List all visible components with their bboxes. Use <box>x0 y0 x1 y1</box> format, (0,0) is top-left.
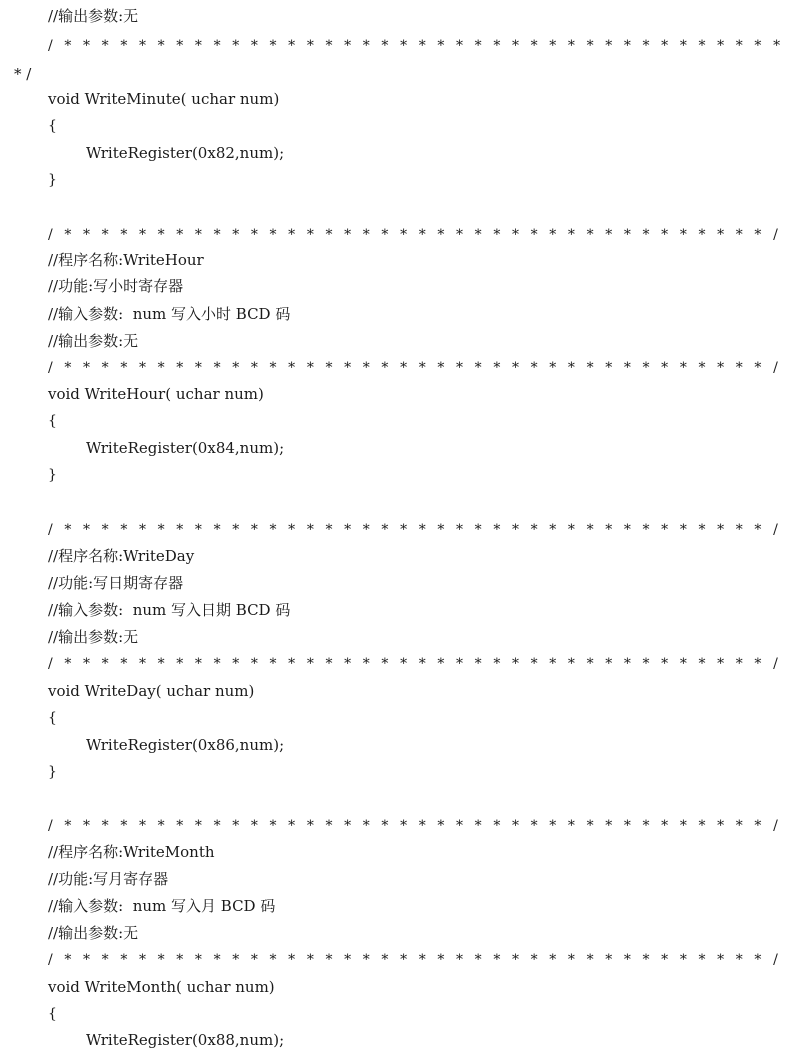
code-statement: WriteRegister(0x86,num); <box>86 736 285 754</box>
open-brace: { <box>48 118 57 134</box>
comment-divider: / * * * * * * * * * * * * * * * * * * * * * * * * * * * * * * * * * * * * * * / <box>48 522 782 538</box>
comment-output-params: //输出参数:无 <box>48 7 139 25</box>
comment-program-name: //程序名称:WriteHour <box>48 251 204 269</box>
comment-input-params: //输入参数: num 写入月 BCD 码 <box>48 897 276 915</box>
close-brace: } <box>48 467 57 483</box>
comment-input-params: //输入参数: num 写入日期 BCD 码 <box>48 601 291 619</box>
comment-output-params: //输出参数:无 <box>48 924 139 942</box>
comment-divider: / * * * * * * * * * * * * * * * * * * * * * * * * * * * * * * * * * * * * * * / <box>48 818 782 834</box>
code-statement: WriteRegister(0x88,num); <box>86 1031 285 1049</box>
close-brace: } <box>48 172 57 188</box>
comment-program-name: //程序名称:WriteDay <box>48 547 195 565</box>
comment-divider: / * * * * * * * * * * * * * * * * * * * * * * * * * * * * * * * * * * * * * * / <box>48 952 782 968</box>
function-signature-writeminute: void WriteMinute( uchar num) <box>48 90 280 108</box>
comment-divider: / * * * * * * * * * * * * * * * * * * * * * * * * * * * * * * * * * * * * * * * <box>48 38 784 54</box>
code-statement: WriteRegister(0x82,num); <box>86 144 285 162</box>
comment-program-name: //程序名称:WriteMonth <box>48 843 215 861</box>
comment-output-params: //输出参数:无 <box>48 628 139 646</box>
comment-output-params: //输出参数:无 <box>48 332 139 350</box>
close-brace: } <box>48 764 57 780</box>
function-signature-writemonth: void WriteMonth( uchar num) <box>48 978 275 996</box>
open-brace: { <box>48 710 57 726</box>
comment-function: //功能:写日期寄存器 <box>48 574 184 592</box>
comment-function: //功能:写月寄存器 <box>48 870 169 888</box>
function-signature-writehour: void WriteHour( uchar num) <box>48 385 264 403</box>
comment-divider: / * * * * * * * * * * * * * * * * * * * * * * * * * * * * * * * * * * * * * * / <box>48 360 782 376</box>
comment-input-params: //输入参数: num 写入小时 BCD 码 <box>48 305 291 323</box>
open-brace: { <box>48 413 57 429</box>
comment-divider: / * * * * * * * * * * * * * * * * * * * * * * * * * * * * * * * * * * * * * * / <box>48 227 782 243</box>
comment-function: //功能:写小时寄存器 <box>48 277 184 295</box>
function-signature-writeday: void WriteDay( uchar num) <box>48 682 255 700</box>
comment-divider: / * * * * * * * * * * * * * * * * * * * * * * * * * * * * * * * * * * * * * * / <box>48 656 782 672</box>
comment-divider-end: * / <box>14 65 32 83</box>
code-statement: WriteRegister(0x84,num); <box>86 439 285 457</box>
open-brace: { <box>48 1006 57 1022</box>
